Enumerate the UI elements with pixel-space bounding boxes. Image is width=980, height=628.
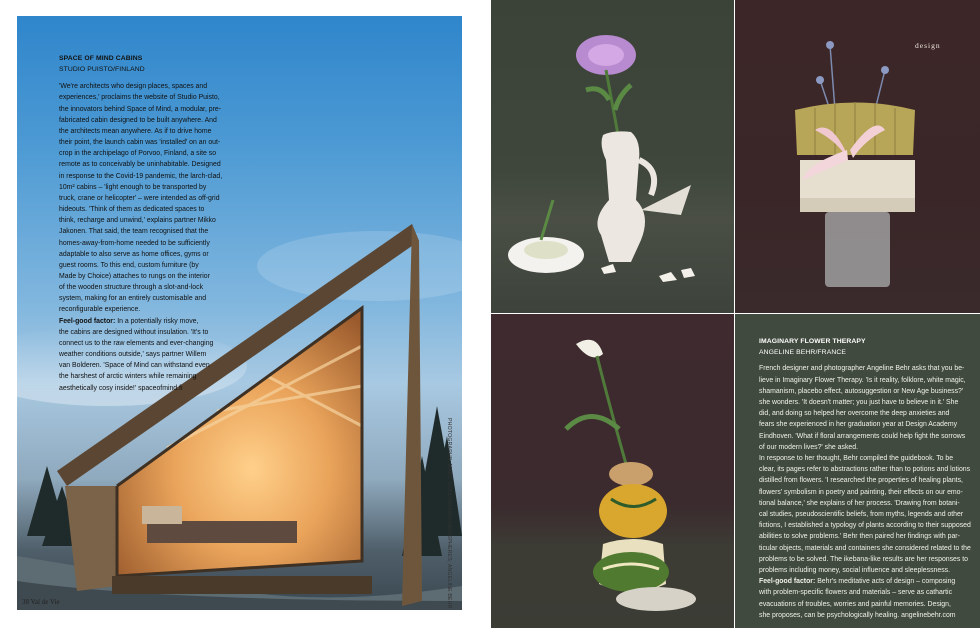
feel-good-label: Feel-good factor: [59, 317, 116, 325]
article-line: distilled from flowers. 'I researched the properties of healing plants, [759, 477, 963, 485]
feel-good-line [759, 576, 979, 587]
article-line: reconfigurable experience. [59, 306, 141, 314]
article-line: system, making for an entirely customisable and [59, 295, 207, 303]
article-line: remote as to conceivably be uninhabitable. Designed [59, 161, 221, 169]
article-line: in response to the Covid-19 pandemic, the larch-clad, [59, 172, 223, 180]
article-line: ticular objects, materials and containers she considered related to the [759, 544, 971, 552]
photo-aster-jug [491, 0, 734, 313]
article-line: hideouts. 'Think of them as dedicated spaces to [59, 206, 205, 214]
article-line: clear, its pages refer to abstractions rather than to potions and lotions [759, 466, 971, 474]
article-line: think, recharge and unwind,' explains partner Mikko [59, 217, 216, 225]
article-kicker: IMAGINARY FLOWER THERAPY [759, 338, 866, 345]
article-line: In response to her thought, Behr compiled the guidebook. To be [759, 455, 954, 463]
article-line: fabricated cabin designed to be built anywhere. And [59, 116, 217, 124]
article-line: lieve in Imaginary Flower Therapy. 'Is it reality, folklore, white magic, [759, 376, 966, 384]
gourd-calla-illustration [491, 314, 734, 628]
article-line: French designer and photographer Angeline Behr asks that you be- [759, 365, 965, 373]
photo-gourd-calla [491, 314, 734, 628]
feel-good-line: connect us to the raw elements and ever-changing [59, 339, 214, 347]
page-number: 38 Val de Vie [22, 598, 60, 606]
cabin-article [59, 53, 239, 394]
article-line: crop in the archipelago of Porvoo, Finland, a site so [59, 150, 217, 158]
article-line: she wonders. 'It doesn't matter; you just have to believe in it.' She [759, 399, 959, 407]
article-line: truck, crane or helicopter' – were intended as off-grid [59, 194, 220, 202]
article-line: problems to be solved. The ikebana-like results are her responses to [759, 555, 969, 563]
article-kicker: SPACE OF MIND CABINS [59, 55, 143, 62]
article-line: 'We're architects who design places, spaces and [59, 83, 208, 91]
article-line: the innovators behind Space of Mind, a modular, pre- [59, 105, 222, 113]
aster-jug-illustration [491, 0, 734, 313]
article-line: homes-away-from-home needed to be sufficiently [59, 239, 210, 247]
article-line: tional balance,' she explains of her process. 'Drawing from botani- [759, 499, 960, 507]
article-byline: STUDIO PUISTO/FINLAND [59, 66, 145, 74]
article-line: Jakonen. That said, the team recognised that the [59, 228, 209, 236]
feel-good-line: with problem-specific flowers and materials – serve as cathartic [759, 589, 953, 597]
article-byline: ANGELINE BEHR/FRANCE [759, 349, 846, 357]
photo-credit: PHOTOGRAPHS: MARC GOODWIN/ARCHMOSPHERES; ANGELINE BEHR [446, 418, 452, 609]
article-line: of our modern lives?' she asked. [759, 443, 858, 451]
feel-good-line: weather conditions outside,' says partner Willem [59, 351, 207, 359]
article-line: fears she experienced in her graduation year at Design Academy [759, 421, 958, 429]
article-line: experiences,' proclaims the website of Studio Puisto, [59, 94, 220, 102]
article-line: flowers' symbolism in poetry and painting, their effects on our emo- [759, 488, 963, 496]
article-line: abilities to solve problems.' Behr then paired her findings with par- [759, 533, 960, 541]
flower-therapy-article [759, 336, 979, 621]
article-line: Made by Choice) attaches to rungs on the interior [59, 272, 210, 280]
photo-brush-lily [735, 0, 980, 313]
article-line: of the wooden structure through a slot-and-lock [59, 284, 204, 292]
article-line: 10m² cabins – 'light enough to be transported by [59, 183, 207, 191]
feel-good-line: evacuations of troubles, worries and painful memories. Design, [759, 600, 951, 608]
feel-good-line [59, 316, 239, 327]
feel-good-line: she proposes, can be psychologically healing. angelinebehr.com [759, 611, 956, 619]
article-line: shamanism, placebo effect, autosuggestion or New Age business?' [759, 387, 964, 395]
article-line: the architects mean anywhere. As if to drive home [59, 127, 212, 135]
article-line: fictions, I established a typology of plants according to their supposed [759, 522, 971, 530]
article-line: did, and doing so helped her overcome the deep anxieties and [759, 410, 950, 418]
section-label: design [915, 41, 941, 50]
article-line: problems including money, social influence and sleeplessness. [759, 567, 951, 575]
article-line: adaptable to also serve as home offices, gyms or [59, 250, 209, 258]
feel-good-line: the cabins are designed without insulation. 'It's to [59, 328, 209, 336]
feel-good-label: Feel-good factor: [759, 578, 816, 586]
article-line: cal studies, pseudoscientific beliefs, from myths, legends and other [759, 511, 964, 519]
brush-lily-illustration [735, 0, 980, 313]
article-line: their point, the launch cabin was 'installed' on an out- [59, 139, 221, 147]
feel-good-line: the harshest of arctic winters while remaining [59, 373, 197, 381]
article-line: Eindhoven. 'What if floral arrangements could help fight the sorrows [759, 432, 966, 440]
feel-good-line: van Bolderen. 'Space of Mind can withstand even [59, 362, 210, 370]
feel-good-text: In a potentially risky move, [115, 317, 199, 325]
feel-good-text: Behr's meditative acts of design – composing [815, 578, 956, 586]
article-line: guest rooms. To this end, custom furniture (by [59, 261, 199, 269]
feel-good-line: aesthetically cosy inside!' spaceofmind.fi [59, 384, 183, 392]
